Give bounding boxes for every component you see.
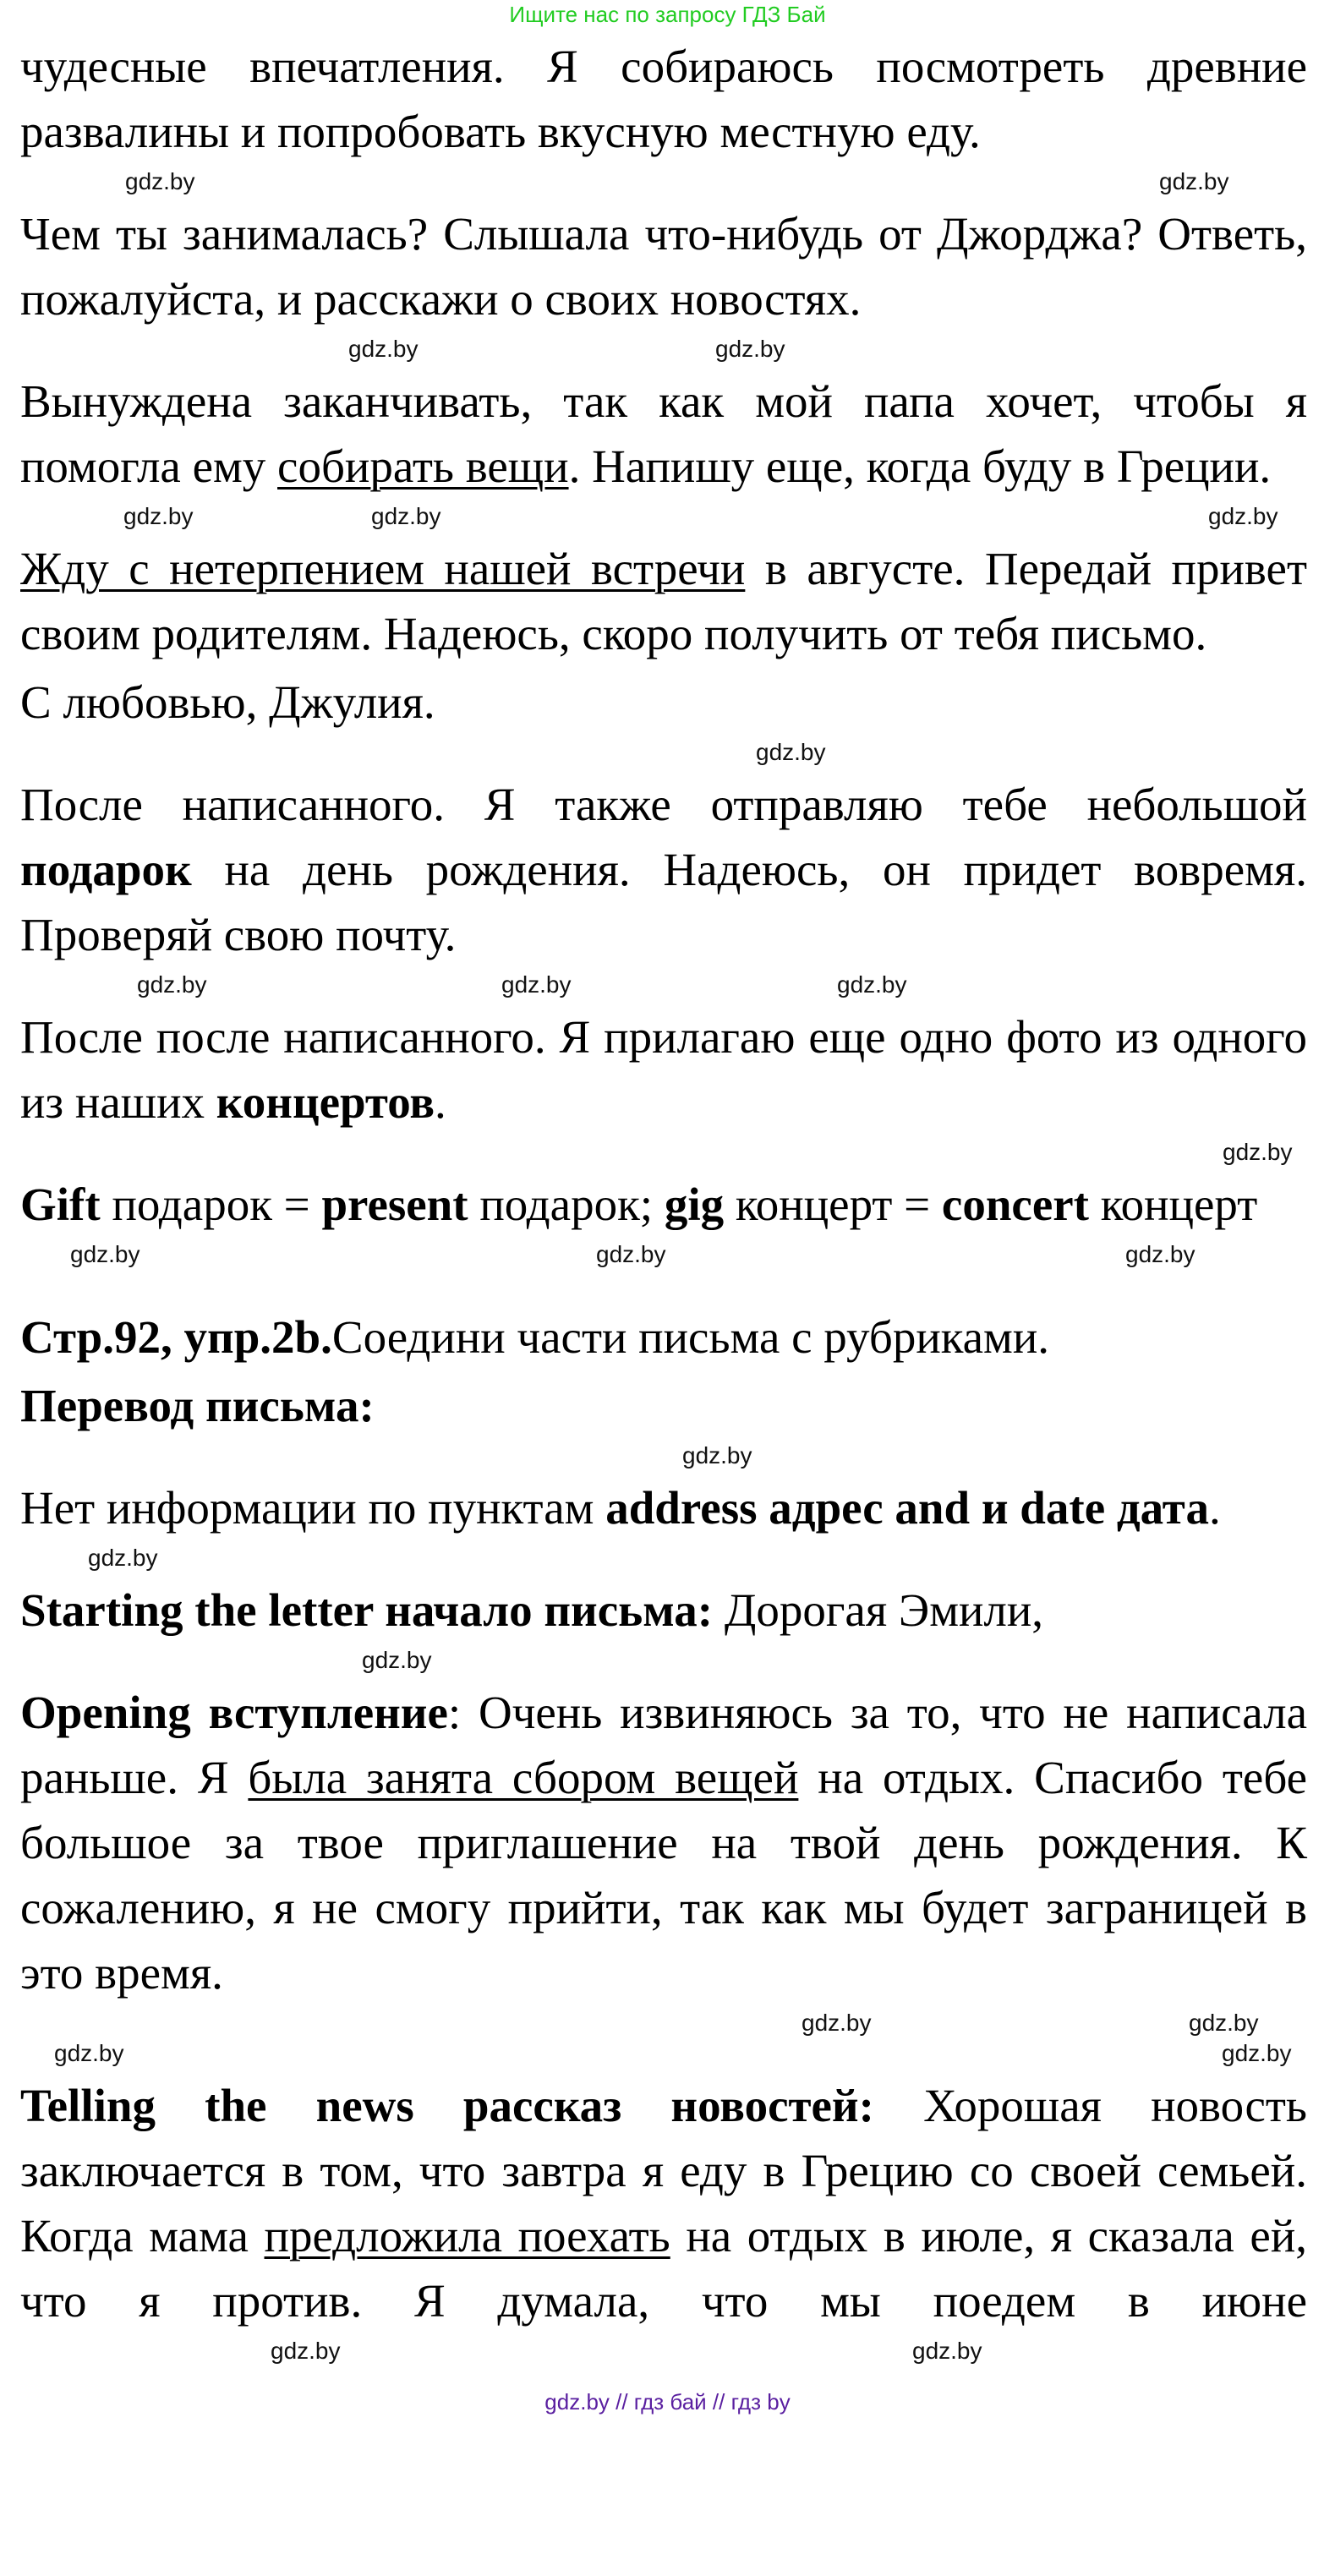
watermark-row bbox=[0, 2039, 1335, 2070]
text: Вынуждена заканчивать, так как мой папа хочет, чтобы я помогла ему bbox=[20, 375, 1307, 492]
watermark-row bbox=[0, 2009, 1335, 2039]
text: . Напишу еще, когда буду в Греции. bbox=[568, 440, 1272, 492]
text: Хорошая новость заключается в том, что завтра я еду в Грецию со своей семьей. Когда мама bbox=[20, 2080, 1308, 2262]
watermark-text: gdz.by bbox=[1189, 2010, 1259, 2036]
bold-text: подарок bbox=[20, 844, 192, 895]
watermark-text: gdz.by bbox=[682, 1442, 752, 1468]
text: Нет информации по пунктам bbox=[20, 1482, 606, 1534]
text: . bbox=[1208, 1482, 1221, 1534]
text: После написанного. Я также отправляю тебе небольшой bbox=[20, 779, 1307, 830]
watermark-text: gdz.by bbox=[371, 503, 441, 529]
underlined-text: была занята сбором вещей bbox=[248, 1752, 799, 1803]
watermark-text: gdz.by bbox=[123, 503, 194, 529]
watermark-text: gdz.by bbox=[137, 971, 207, 998]
text: подарок = bbox=[100, 1179, 322, 1230]
bold-text: концертов bbox=[216, 1076, 435, 1128]
text: на день рождения. Надеюсь, он придет вовремя. Проверяй свою почту. bbox=[20, 844, 1307, 960]
text: на отдых в июле, я сказала ей, что я против. Я думала, что мы поедем в июне bbox=[20, 2210, 1307, 2327]
section-heading bbox=[20, 1373, 1307, 1438]
document-body bbox=[0, 34, 1335, 2367]
paragraph bbox=[20, 34, 1307, 164]
paragraph bbox=[20, 1172, 1307, 1237]
bold-text: Opening вступление bbox=[20, 1687, 448, 1738]
watermark-text: gdz.by bbox=[1222, 2040, 1292, 2066]
text: С любовью, Джулия. bbox=[20, 676, 435, 728]
watermark-text: gdz.by bbox=[1208, 503, 1278, 529]
paragraph bbox=[20, 772, 1307, 967]
paragraph bbox=[20, 2073, 1307, 2333]
watermark-row bbox=[0, 1138, 1335, 1168]
watermark-text: gdz.by bbox=[596, 1241, 666, 1267]
watermark-row bbox=[0, 1441, 1335, 1472]
text: Дорогая Эмили, bbox=[713, 1584, 1044, 1636]
watermark-text: gdz.by bbox=[54, 2040, 124, 2066]
text: подарок; bbox=[468, 1179, 665, 1230]
watermark-text: gdz.by bbox=[1159, 168, 1229, 194]
text: чудесные впечатления. Я собираюсь посмотреть древние развалины и попробовать вкусную местную еду. bbox=[20, 41, 1307, 157]
watermark-text: gdz.by bbox=[88, 1545, 158, 1571]
watermark-text: gdz.by bbox=[501, 971, 572, 998]
paragraph bbox=[20, 1680, 1307, 2005]
watermark-text: gdz.by bbox=[1125, 1241, 1195, 1267]
underlined-text: Жду с нетерпением нашей встречи bbox=[20, 543, 746, 594]
watermark-text: gdz.by bbox=[756, 739, 826, 765]
bold-text: present bbox=[321, 1179, 468, 1230]
watermark-row bbox=[0, 738, 1335, 768]
watermark-text: gdz.by bbox=[912, 2338, 982, 2364]
footer-watermark: gdz.by // гдз бай // гдз by bbox=[544, 2389, 791, 2415]
paragraph bbox=[20, 1475, 1307, 1540]
text: : Очень извиняюсь за то, что не написала раньше. Я bbox=[20, 1687, 1307, 1803]
watermark-row bbox=[0, 971, 1335, 1001]
text: . bbox=[435, 1076, 446, 1128]
paragraph bbox=[20, 1004, 1307, 1135]
watermark-row bbox=[0, 2337, 1335, 2367]
text: Соедини части письма с рубриками. bbox=[331, 1311, 1050, 1363]
bold-text: gig bbox=[664, 1179, 725, 1230]
underlined-text: собирать вещи bbox=[277, 440, 569, 492]
watermark-text: gdz.by bbox=[802, 2010, 872, 2036]
watermark-row bbox=[0, 167, 1335, 198]
bold-text: Gift bbox=[20, 1179, 101, 1230]
text: концерт bbox=[1088, 1179, 1258, 1230]
watermark-row bbox=[0, 502, 1335, 533]
watermark-text: gdz.by bbox=[348, 336, 419, 362]
bold-text: address адрес and и date дата bbox=[605, 1482, 1209, 1534]
bold-text: Telling the news рассказ новостей: bbox=[20, 2080, 874, 2131]
watermark-text: gdz.by bbox=[362, 1647, 432, 1673]
text: концерт = bbox=[724, 1179, 942, 1230]
underlined-text: предложила поехать bbox=[264, 2210, 670, 2262]
watermark-text: gdz.by bbox=[715, 336, 785, 362]
watermark-text: gdz.by bbox=[271, 2338, 341, 2364]
bold-text: Перевод письма: bbox=[20, 1380, 375, 1431]
bold-text: Starting the letter начало письма: bbox=[20, 1584, 714, 1636]
watermark-row bbox=[0, 1544, 1335, 1574]
watermark-text: gdz.by bbox=[125, 168, 195, 194]
watermark-text: gdz.by bbox=[70, 1241, 140, 1267]
watermark-row bbox=[0, 1240, 1335, 1271]
text: После после написанного. Я прилагаю еще одно фото из одного из наших bbox=[20, 1011, 1307, 1128]
paragraph bbox=[20, 670, 1307, 735]
exercise-heading bbox=[20, 1304, 1307, 1370]
bold-text: concert bbox=[941, 1179, 1089, 1230]
watermark-text: gdz.by bbox=[1223, 1139, 1293, 1165]
bold-text: Стр.92, упр.2b. bbox=[20, 1311, 332, 1363]
text: Чем ты занималась? Слышала что-нибудь от Джорджа? Ответь, пожалуйста, и расскажи о своих новостях. bbox=[20, 208, 1307, 325]
paragraph bbox=[20, 201, 1307, 331]
watermark-text: gdz.by bbox=[837, 971, 907, 998]
search-banner: Ищите нас по запросу ГДЗ Бай bbox=[509, 2, 826, 27]
watermark-row bbox=[0, 1646, 1335, 1676]
watermark-row bbox=[0, 335, 1335, 365]
text: на отдых. Спасибо тебе большое за твое приглашение на твой день рождения. К сожалению, я не смогу прийти, так как мы будет заграницей в это время. bbox=[20, 1752, 1307, 1999]
paragraph bbox=[20, 536, 1307, 666]
text: в августе. Передай привет своим родителям. Надеюсь, скоро получить от тебя письмо. bbox=[20, 543, 1307, 659]
paragraph bbox=[20, 1578, 1307, 1643]
paragraph bbox=[20, 369, 1307, 499]
